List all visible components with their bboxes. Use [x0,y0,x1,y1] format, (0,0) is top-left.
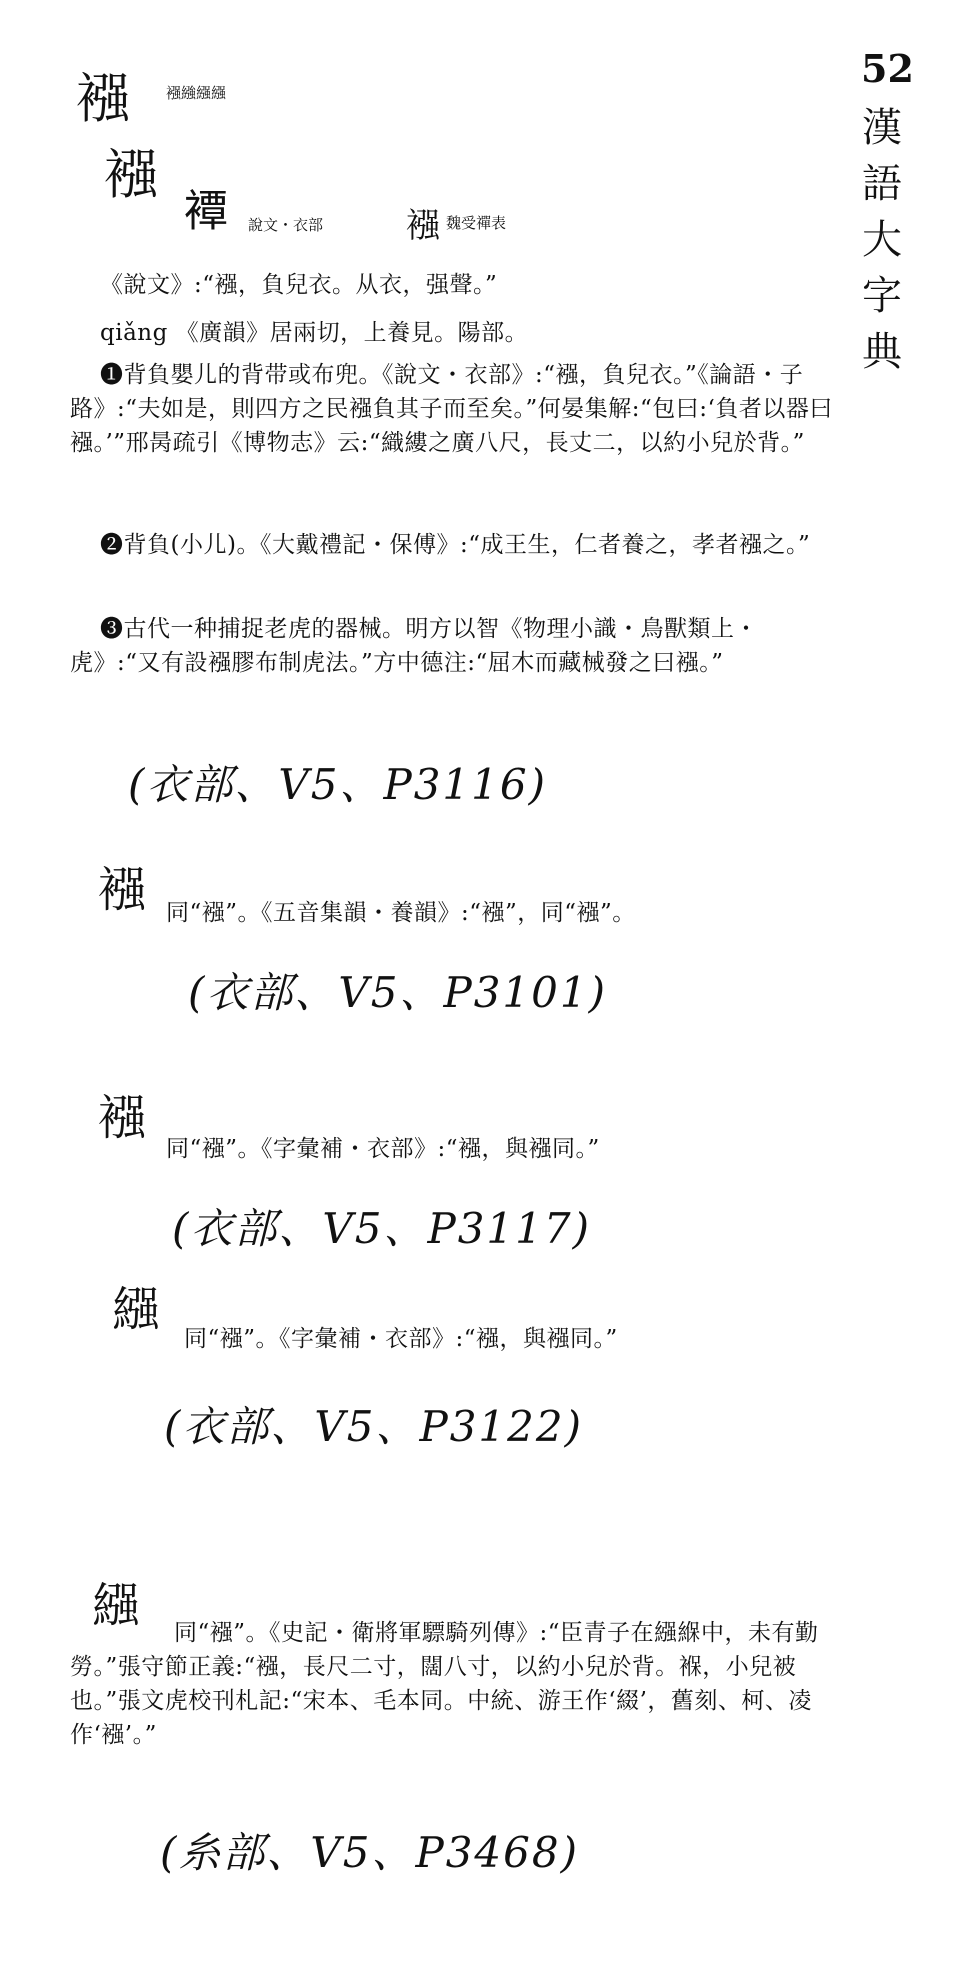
headword-2: 襁 [98,862,147,918]
entry-2-text: 同“襁”。《五音集韻・養韻》:“襁”，同“襁”。 [166,900,636,926]
title-char: 語 [862,161,902,207]
handwritten-reference-1: (衣部、V5、P3116) [128,760,547,809]
definition-3: ❸古代一种捕捉老虎的器械。明方以智《物理小識・鳥獸類上・虎》:“又有設襁膠布制虎法。”方中德注:“屈木而藏械發之曰襁。” [70,616,758,676]
title-char: 字 [862,273,902,319]
handwritten-reference-4: (衣部、V5、P3122) [164,1402,583,1451]
variant-forms: 襁繈繦繦 [166,84,227,102]
wei-stele-label: 魏受禪表 [446,214,507,232]
seal-script-glyph: 𧝓 [184,186,228,237]
entry-3-text: 同“襁”。《字彙補・衣部》:“襁，與襁同。” [166,1136,600,1162]
headword-1: 襁 [76,67,130,130]
headword-3: 襁 [98,1090,147,1146]
pronunciation-line: qiǎng 《廣韻》居兩切，上養見。陽部。 [100,320,529,346]
wei-stele-glyph: 襁 [406,206,440,246]
headword-5: 繦 [92,1578,141,1634]
headword-1-standard: 襁 [104,143,158,206]
page-number: 52 [861,46,914,91]
shuowen-citation: 《說文》:“襁，負兒衣。从衣，强聲。” [100,272,498,298]
definition-2: ❷背負(小儿)。《大戴禮記・保傅》:“成王生，仁者養之，孝者襁之。” [100,532,811,558]
entry-4-text: 同“襁”。《字彙補・衣部》:“襁，與襁同。” [184,1326,618,1352]
handwritten-reference-2: (衣部、V5、P3101) [188,968,607,1017]
title-char: 典 [862,329,902,375]
handwritten-reference-5: (糸部、V5、P3468) [160,1828,579,1877]
title-char: 漢 [862,105,902,151]
definition-1: ❶背負嬰儿的背带或布兜。《說文・衣部》:“襁，負兒衣。”《論語・子路》:“夫如是，則四方之民襁負其子而至矣。”何晏集解:“包曰:‘負者以器曰襁。’”邢昺疏引《博物志》云:“織縷之廣八尺，長丈二，以約小兒於背。” [70,362,833,456]
title-char: 大 [862,217,902,263]
seal-source-label: 說文・衣部 [248,216,324,234]
handwritten-reference-3: (衣部、V5、P3117) [172,1204,591,1253]
dictionary-title [858,100,906,380]
entry-5-text: 同“襁”。《史記・衛將軍驃騎列傳》:“臣青子在繦緥中，未有勤勞。”張守節正義:“襁，長尺二寸，闊八寸，以約小兒於背。褓，小兒被也。”張文虎校刊札記:“宋本、毛本同。中統、游王作‘綴’，舊刻、柯、凌作‘襁’。” [70,1620,819,1748]
headword-4: 繦 [112,1282,161,1338]
